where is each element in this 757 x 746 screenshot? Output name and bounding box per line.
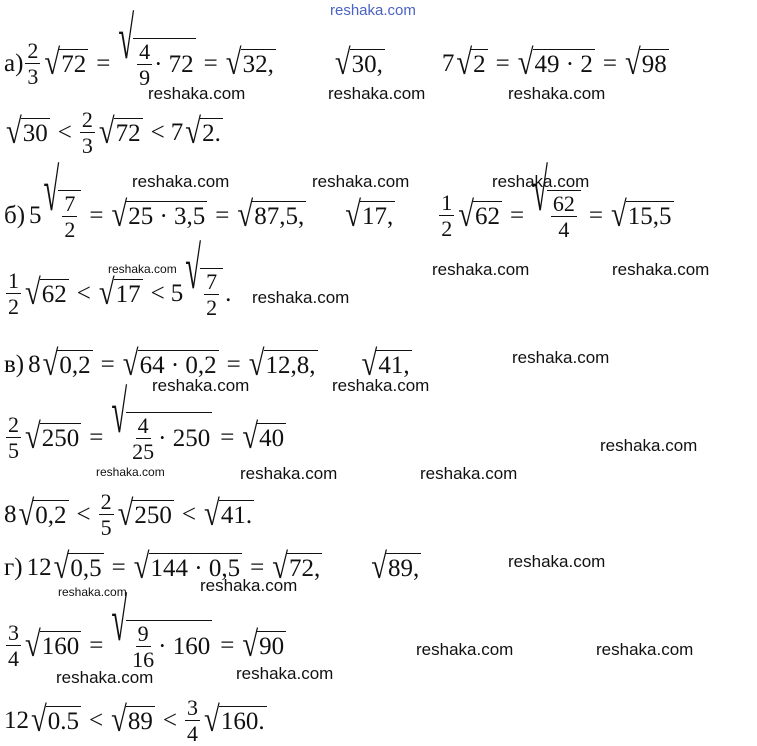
fraction: $\frac{2}{3}$ xyxy=(81,107,93,159)
watermark: reshaka.com xyxy=(96,465,165,479)
sqrt: √ 160 xyxy=(25,625,80,666)
watermark: reshaka.com xyxy=(236,664,334,683)
sqrt: √ 98 xyxy=(624,43,667,84)
watermark: reshaka.com xyxy=(420,464,518,483)
sqrt: √ 17, xyxy=(345,195,394,236)
sqrt: √ 40 xyxy=(242,417,285,458)
watermark: reshaka.com xyxy=(240,464,338,483)
sqrt: √ 250 xyxy=(117,494,172,535)
watermark: reshaka.com xyxy=(508,84,606,103)
sqrt: √ 72 xyxy=(98,112,141,153)
watermark: reshaka.com xyxy=(600,436,698,455)
line-g1: г) 12 √ 0,5 = √ 144 · 0,5 = √ 72, √ 89, xyxy=(4,546,420,587)
watermark: reshaka.com xyxy=(328,84,426,103)
line-g3: 12 √ 0.5 < √ 89 < $\frac{3}{4}$ √ 160. xyxy=(4,695,265,746)
sqrt: √ 62 xyxy=(25,273,67,314)
watermark: reshaka.com xyxy=(432,260,530,279)
watermark: reshaka.com xyxy=(332,376,430,395)
sqrt: √ 12,8, xyxy=(248,343,316,384)
sqrt: √ $\frac{7}{2}$ xyxy=(44,190,82,241)
watermark: reshaka.com xyxy=(492,172,590,191)
watermark: reshaka.com xyxy=(512,348,610,367)
fraction: $\frac{2}{5}$ xyxy=(100,489,112,541)
sqrt: √ 30 xyxy=(6,112,48,153)
sqrt: √ 250 xyxy=(25,417,80,458)
fraction: $\frac{1}{2}$ xyxy=(441,190,453,242)
sqrt: √ $\frac{62}{4}$ xyxy=(532,190,581,241)
fraction: $\frac{3}{4}$ xyxy=(187,695,199,746)
sqrt: √ 144 · 0,5 xyxy=(133,546,241,587)
sqrt: √ 160. xyxy=(204,700,265,741)
fraction: $\frac{3}{4}$ xyxy=(8,620,19,672)
sqrt: √ 0,2 xyxy=(18,494,67,535)
line-v2: $\frac{2}{5}$ √ 250 = √ $\frac{4}{25}$ · 250 = √ 40 xyxy=(8,379,285,465)
fraction: $\frac{2}{3}$ xyxy=(27,38,39,90)
watermark: reshaka.com xyxy=(58,585,127,599)
watermark: reshaka.com xyxy=(108,262,177,276)
sqrt: √ 64 · 0,2 xyxy=(122,343,217,384)
sqrt: √ 0.5 xyxy=(31,700,80,741)
line-a2: √ 30 < $\frac{2}{3}$ √ 72 < 7 √ 2. xyxy=(6,107,221,159)
line-a1: а) $\frac{2}{3}$ √ 72 = √ $\frac{4}{9}$ · 72 = √ 32, √ 30, 7 √ 2 = √ 49 · 2 = √ 98 xyxy=(4,5,667,91)
sqrt: √ $\frac{9}{16}$ · 160 xyxy=(111,587,211,673)
watermark: reshaka.com xyxy=(252,288,350,307)
sqrt: √ 25 · 3,5 xyxy=(111,195,206,236)
sqrt: √ 17 xyxy=(98,273,141,314)
sqrt: √ 2 xyxy=(456,43,486,84)
sqrt: √ 41, xyxy=(361,343,410,384)
sqrt: √ 0,2 xyxy=(42,343,91,384)
sqrt: √ 41. xyxy=(204,494,253,535)
watermark: reshaka.com xyxy=(148,84,246,103)
line-v1: в) 8 √ 0,2 = √ 64 · 0,2 = √ 12,8, √ 41, xyxy=(4,343,410,384)
line-b2: $\frac{1}{2}$ √ 62 < √ 17 < 5 √ $\frac{7}{2}$ . xyxy=(8,235,232,321)
sqrt: √ 89 xyxy=(111,700,153,741)
sqrt: √ 72 xyxy=(44,43,87,84)
part-label: б) xyxy=(4,202,26,230)
watermark: reshaka.com xyxy=(416,640,514,659)
sqrt: √ 0,5 xyxy=(53,546,102,587)
sqrt: √ 72, xyxy=(272,546,321,587)
watermark: reshaka.com xyxy=(152,376,250,395)
sqrt: √ 89, xyxy=(371,546,420,587)
sqrt: √ 62 xyxy=(458,195,500,236)
sqrt: √ 32, xyxy=(225,43,274,84)
sqrt: √ 30, xyxy=(334,43,383,84)
watermark: reshaka.com xyxy=(56,668,154,687)
sqrt: √ 15,5 xyxy=(611,195,672,236)
sqrt: √ 90 xyxy=(242,625,285,666)
fraction: $\frac{1}{2}$ xyxy=(8,268,19,320)
watermark: reshaka.com xyxy=(200,576,298,595)
line-g2: $\frac{3}{4}$ √ 160 = √ $\frac{9}{16}$ · 160 = √ 90 xyxy=(8,587,285,673)
sqrt: √ $\frac{7}{2}$ xyxy=(185,268,223,319)
watermark: reshaka.com xyxy=(612,260,710,279)
sqrt: √ $\frac{4}{25}$ · 250 xyxy=(111,379,211,465)
part-label: а) xyxy=(4,50,24,78)
line-v3: 8 √ 0,2 < $\frac{2}{5}$ √ 250 < √ 41. xyxy=(4,489,253,541)
sqrt: √ 49 · 2 xyxy=(517,43,593,84)
line-b1: б) 5 √ $\frac{7}{2}$ = √ 25 · 3,5 = √ 87,5, √ 17, $\frac{1}{2}$ √ 62 = √ $\frac{62}{4}$ = √ 15,5 xyxy=(4,157,672,243)
fraction: $\frac{2}{5}$ xyxy=(8,412,19,464)
watermark: reshaka.com xyxy=(312,172,410,191)
part-label: г) xyxy=(4,553,23,581)
watermark: reshaka.com xyxy=(132,172,230,191)
watermark: reshaka.com xyxy=(330,2,416,19)
sqrt: √ $\frac{4}{9}$ · 72 xyxy=(118,5,194,91)
sqrt: √ 87,5, xyxy=(237,195,305,236)
watermark: reshaka.com xyxy=(596,640,694,659)
part-label: в) xyxy=(4,350,25,378)
watermark: reshaka.com xyxy=(508,552,606,571)
sqrt: √ 2. xyxy=(185,112,221,153)
